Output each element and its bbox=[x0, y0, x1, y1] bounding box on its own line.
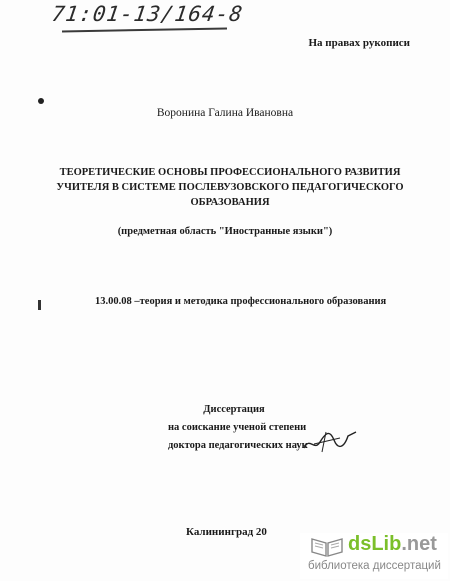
city-year: Калининград 20 bbox=[186, 526, 267, 538]
dissertation-label: Диссертация bbox=[203, 404, 265, 415]
dissertation-title bbox=[50, 165, 410, 210]
title-line: ОБРАЗОВАНИЯ bbox=[190, 197, 270, 208]
specialty-code: 13.00.08 –теория и методика профессионального образования bbox=[95, 296, 387, 307]
logo-ds: ds bbox=[348, 533, 372, 555]
watermark-caption: библиотека диссертаций bbox=[308, 560, 441, 572]
title-line: УЧИТЕЛЯ В СИСТЕМЕ ПОСЛЕВУЗОВСКОГО ПЕДАГОГИЧЕСКОГО bbox=[56, 182, 404, 193]
dissertation-purpose: на соискание ученой степени bbox=[168, 422, 307, 433]
watermark[interactable] bbox=[300, 533, 448, 579]
margin-dot bbox=[38, 98, 44, 104]
signature-icon bbox=[300, 422, 360, 458]
logo-net: .net bbox=[401, 533, 437, 555]
dissertation-degree: доктора педагогических наук bbox=[168, 440, 308, 451]
logo-lib: Lib bbox=[371, 533, 402, 555]
handwritten-archive-code: 71:01-13/164-8 bbox=[50, 2, 245, 26]
author-name: Воронина Галина Ивановна bbox=[156, 107, 294, 119]
subject-area: (предметная область "Иностранные языки") bbox=[117, 226, 333, 237]
rights-notice: На правах рукописи bbox=[308, 37, 410, 49]
book-icon bbox=[310, 535, 344, 557]
watermark-logo bbox=[348, 533, 437, 556]
title-line: ТЕОРЕТИЧЕСКИЕ ОСНОВЫ ПРОФЕССИОНАЛЬНОГО РАЗВИТИЯ bbox=[59, 167, 401, 178]
margin-tick bbox=[38, 300, 41, 310]
handwritten-underline bbox=[62, 28, 227, 33]
